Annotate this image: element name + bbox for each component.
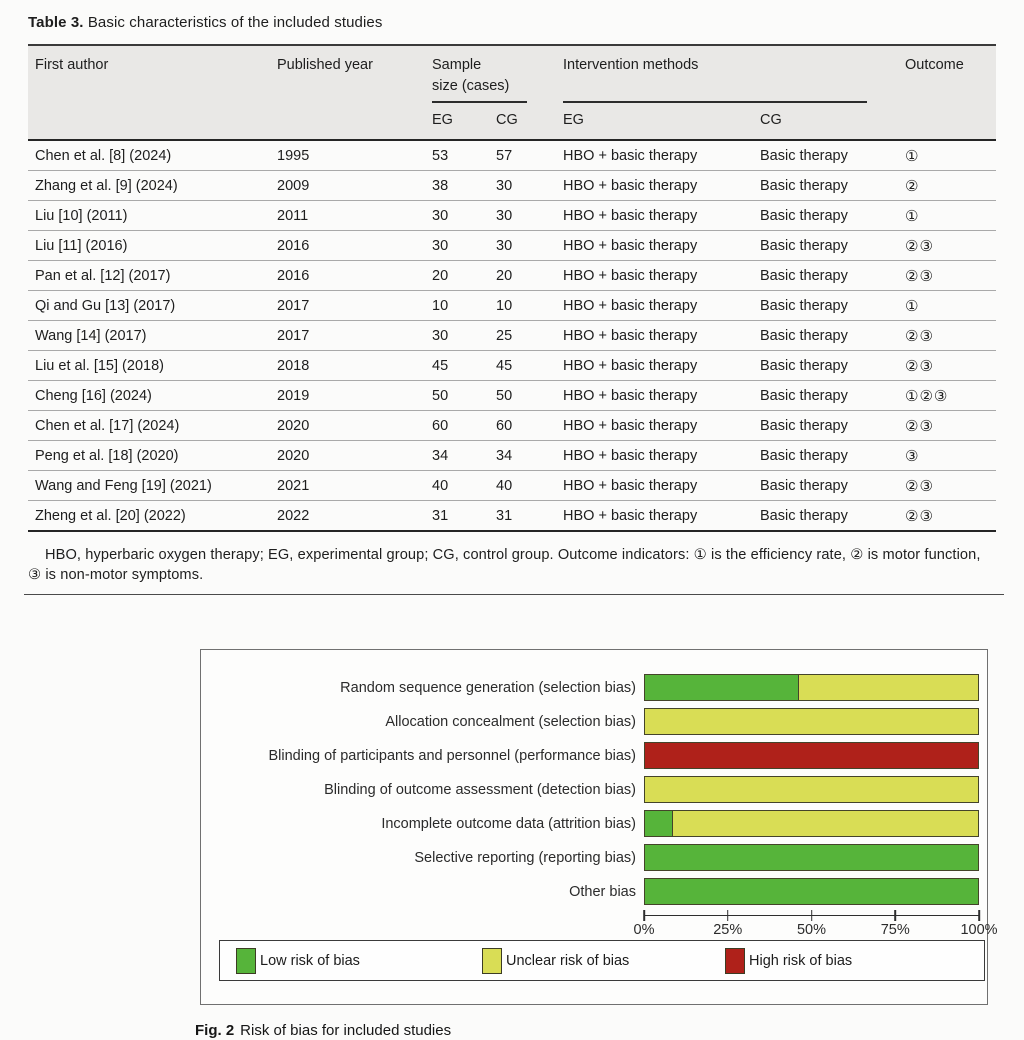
cell-intervention-eg: HBO + basic therapy [563, 147, 698, 164]
cell-outcome: ②③ [905, 477, 934, 495]
cell-outcome: ① [905, 207, 920, 225]
x-tick [978, 910, 980, 921]
cell-intervention-eg: HBO + basic therapy [563, 267, 698, 284]
table-row [28, 320, 996, 350]
cell-intervention-eg: HBO + basic therapy [563, 237, 698, 254]
cell-year: 2009 [277, 177, 310, 194]
x-tick [643, 910, 645, 921]
rob-row [201, 776, 979, 803]
cell-outcome: ②③ [905, 237, 934, 255]
cell-year: 2021 [277, 477, 310, 494]
cell-intervention-cg: Basic therapy [760, 507, 848, 524]
cell-outcome: ②③ [905, 357, 934, 375]
table-row [28, 410, 996, 440]
rob-row [201, 742, 979, 769]
rob-label: Random sequence generation (selection bias) [340, 679, 636, 696]
subcol-intervention-cg: CG [760, 112, 782, 128]
cell-sample-cg: 34 [496, 447, 513, 464]
rob-row [201, 878, 979, 905]
risk-of-bias-chart [201, 674, 979, 912]
legend-item-high-risk [725, 941, 852, 980]
rob-bar [644, 708, 979, 735]
x-tick [727, 910, 729, 921]
table-title [28, 14, 996, 31]
table-number: Table 3. [28, 14, 84, 31]
rob-label: Blinding of outcome assessment (detection bias) [324, 781, 636, 798]
cell-author: Pan et al. [12] (2017) [35, 267, 171, 284]
x-tick-label: 25% [713, 922, 743, 938]
cell-author: Wang [14] (2017) [35, 327, 147, 344]
bar-segment [645, 709, 978, 734]
cell-author: Peng et al. [18] (2020) [35, 447, 179, 464]
cell-year: 2017 [277, 297, 310, 314]
rob-bar [644, 810, 979, 837]
cell-intervention-eg: HBO + basic therapy [563, 357, 698, 374]
low-risk-swatch [236, 948, 256, 974]
cell-author: Zhang et al. [9] (2024) [35, 177, 178, 194]
cell-outcome: ②③ [905, 507, 934, 525]
x-tick [811, 910, 813, 921]
x-tick-label: 75% [880, 922, 910, 938]
rob-label: Blinding of participants and personnel (performance bias) [268, 747, 636, 764]
cell-intervention-eg: HBO + basic therapy [563, 477, 698, 494]
table-header [28, 44, 996, 141]
rob-label: Incomplete outcome data (attrition bias) [381, 815, 636, 832]
cell-outcome: ① [905, 297, 920, 315]
high-risk-swatch [725, 948, 745, 974]
cell-sample-cg: 30 [496, 177, 513, 194]
figure-number: Fig. 2 [195, 1022, 235, 1039]
x-tick [894, 910, 896, 921]
cell-sample-eg: 40 [432, 477, 449, 494]
table-title-text: Basic characteristics of the included studies [87, 14, 383, 31]
cell-sample-eg: 38 [432, 177, 449, 194]
cell-year: 2016 [277, 267, 310, 284]
cell-intervention-cg: Basic therapy [760, 447, 848, 464]
rob-bar [644, 742, 979, 769]
cell-intervention-cg: Basic therapy [760, 327, 848, 344]
cell-year: 2019 [277, 387, 310, 404]
cell-outcome: ②③ [905, 417, 934, 435]
legend-item-low-risk [236, 941, 360, 980]
cell-outcome: ② [905, 177, 920, 195]
figure-caption-text: Risk of bias for included studies [240, 1022, 452, 1039]
rob-label: Other bias [569, 883, 636, 900]
x-tick-label: 50% [796, 922, 827, 938]
rob-bar [644, 776, 979, 803]
cell-sample-cg: 30 [496, 207, 513, 224]
cell-sample-cg: 25 [496, 327, 513, 344]
cell-sample-eg: 53 [432, 147, 449, 164]
cell-outcome: ③ [905, 447, 920, 465]
sample-size-group-rule [432, 101, 527, 103]
col-header-intervention-methods: Intervention methods [563, 57, 699, 73]
rob-label: Selective reporting (reporting bias) [414, 849, 636, 866]
table-row [28, 500, 996, 530]
col-header-published-year: Published year [277, 57, 373, 73]
cell-intervention-cg: Basic therapy [760, 387, 848, 404]
col-header-sample-size: Sample size (cases) [432, 57, 510, 94]
rob-bar [644, 844, 979, 871]
cell-intervention-cg: Basic therapy [760, 357, 848, 374]
cell-year: 1995 [277, 147, 310, 164]
rob-bar [644, 674, 979, 701]
cell-sample-cg: 40 [496, 477, 513, 494]
cell-intervention-eg: HBO + basic therapy [563, 417, 698, 434]
table-row [28, 200, 996, 230]
cell-intervention-eg: HBO + basic therapy [563, 297, 698, 314]
cell-sample-cg: 45 [496, 357, 513, 374]
rob-row [201, 708, 979, 735]
bar-segment [645, 743, 978, 768]
cell-intervention-eg: HBO + basic therapy [563, 447, 698, 464]
rob-bar [644, 878, 979, 905]
subcol-intervention-eg: EG [563, 112, 584, 128]
cell-intervention-cg: Basic therapy [760, 207, 848, 224]
table-row [28, 470, 996, 500]
cell-year: 2020 [277, 447, 310, 464]
cell-intervention-cg: Basic therapy [760, 477, 848, 494]
cell-sample-eg: 45 [432, 357, 449, 374]
cell-year: 2018 [277, 357, 310, 374]
rob-legend [219, 940, 985, 981]
table-row [28, 380, 996, 410]
cell-sample-cg: 20 [496, 267, 513, 284]
cell-outcome: ①②③ [905, 387, 949, 405]
cell-sample-cg: 10 [496, 297, 513, 314]
table-row [28, 350, 996, 380]
unclear-risk-swatch [482, 948, 502, 974]
cell-author: Liu [10] (2011) [35, 207, 128, 224]
legend-label: Low risk of bias [260, 952, 360, 969]
cell-author: Qi and Gu [13] (2017) [35, 297, 176, 314]
risk-of-bias-figure [200, 649, 998, 1005]
cell-sample-eg: 30 [432, 327, 449, 344]
bar-segment [645, 675, 798, 700]
cell-sample-cg: 60 [496, 417, 513, 434]
legend-label: Unclear risk of bias [506, 952, 630, 969]
cell-intervention-eg: HBO + basic therapy [563, 507, 698, 524]
cell-intervention-eg: HBO + basic therapy [563, 177, 698, 194]
cell-outcome: ②③ [905, 327, 934, 345]
characteristics-table [28, 44, 996, 532]
cell-sample-cg: 30 [496, 237, 513, 254]
table-row [28, 440, 996, 470]
cell-sample-cg: 31 [496, 507, 513, 524]
cell-sample-eg: 20 [432, 267, 449, 284]
cell-author: Liu et al. [15] (2018) [35, 357, 164, 374]
bar-segment [798, 675, 978, 700]
cell-outcome: ②③ [905, 267, 934, 285]
table-row [28, 141, 996, 170]
intervention-group-rule [563, 101, 867, 103]
subcol-sample-eg: EG [432, 112, 453, 128]
bar-segment [645, 845, 978, 870]
cell-year: 2016 [277, 237, 310, 254]
cell-author: Liu [11] (2016) [35, 237, 128, 254]
table-row [28, 290, 996, 320]
cell-sample-cg: 50 [496, 387, 513, 404]
cell-intervention-cg: Basic therapy [760, 237, 848, 254]
cell-author: Zheng et al. [20] (2022) [35, 507, 186, 524]
rob-row [201, 844, 979, 871]
x-tick-label: 100% [960, 922, 998, 938]
table-body [28, 141, 996, 532]
cell-intervention-cg: Basic therapy [760, 147, 848, 164]
rob-row [201, 674, 979, 701]
legend-label: High risk of bias [749, 952, 853, 969]
cell-intervention-cg: Basic therapy [760, 177, 848, 194]
cell-intervention-cg: Basic therapy [760, 417, 848, 434]
cell-author: Chen et al. [8] (2024) [35, 147, 172, 164]
cell-sample-cg: 57 [496, 147, 513, 164]
col-header-outcome: Outcome [905, 57, 964, 73]
cell-outcome: ① [905, 147, 920, 165]
bar-segment [672, 811, 978, 836]
col-header-first-author: First author [35, 57, 109, 73]
cell-sample-eg: 10 [432, 297, 449, 314]
x-tick-label: 0% [633, 922, 655, 938]
rob-label: Allocation concealment (selection bias) [385, 713, 636, 730]
cell-author: Chen et al. [17] (2024) [35, 417, 180, 434]
section-divider [24, 594, 1004, 595]
cell-sample-eg: 30 [432, 237, 449, 254]
cell-intervention-cg: Basic therapy [760, 267, 848, 284]
cell-author: Cheng [16] (2024) [35, 387, 152, 404]
cell-intervention-eg: HBO + basic therapy [563, 207, 698, 224]
cell-sample-eg: 60 [432, 417, 449, 434]
cell-intervention-eg: HBO + basic therapy [563, 327, 698, 344]
cell-sample-eg: 50 [432, 387, 449, 404]
table-row [28, 170, 996, 200]
cell-year: 2011 [277, 207, 309, 224]
cell-year: 2017 [277, 327, 310, 344]
cell-year: 2020 [277, 417, 310, 434]
table-footnote: HBO, hyperbaric oxygen therapy; EG, experimental group; CG, control group. Outcome indicators: ① is the efficiency rate, ② is motor function, ③ is non-motor symptoms. [28, 547, 981, 583]
bar-segment [645, 777, 978, 802]
table-row [28, 260, 996, 290]
table-row [28, 230, 996, 260]
cell-author: Wang and Feng [19] (2021) [35, 477, 212, 494]
subcol-sample-cg: CG [496, 112, 518, 128]
cell-sample-eg: 30 [432, 207, 449, 224]
legend-item-unclear-risk [482, 941, 629, 980]
cell-intervention-eg: HBO + basic therapy [563, 387, 698, 404]
cell-sample-eg: 34 [432, 447, 449, 464]
cell-intervention-cg: Basic therapy [760, 297, 848, 314]
bar-segment [645, 811, 672, 836]
cell-sample-eg: 31 [432, 507, 449, 524]
rob-row [201, 810, 979, 837]
cell-year: 2022 [277, 507, 310, 524]
bar-segment [645, 879, 978, 904]
